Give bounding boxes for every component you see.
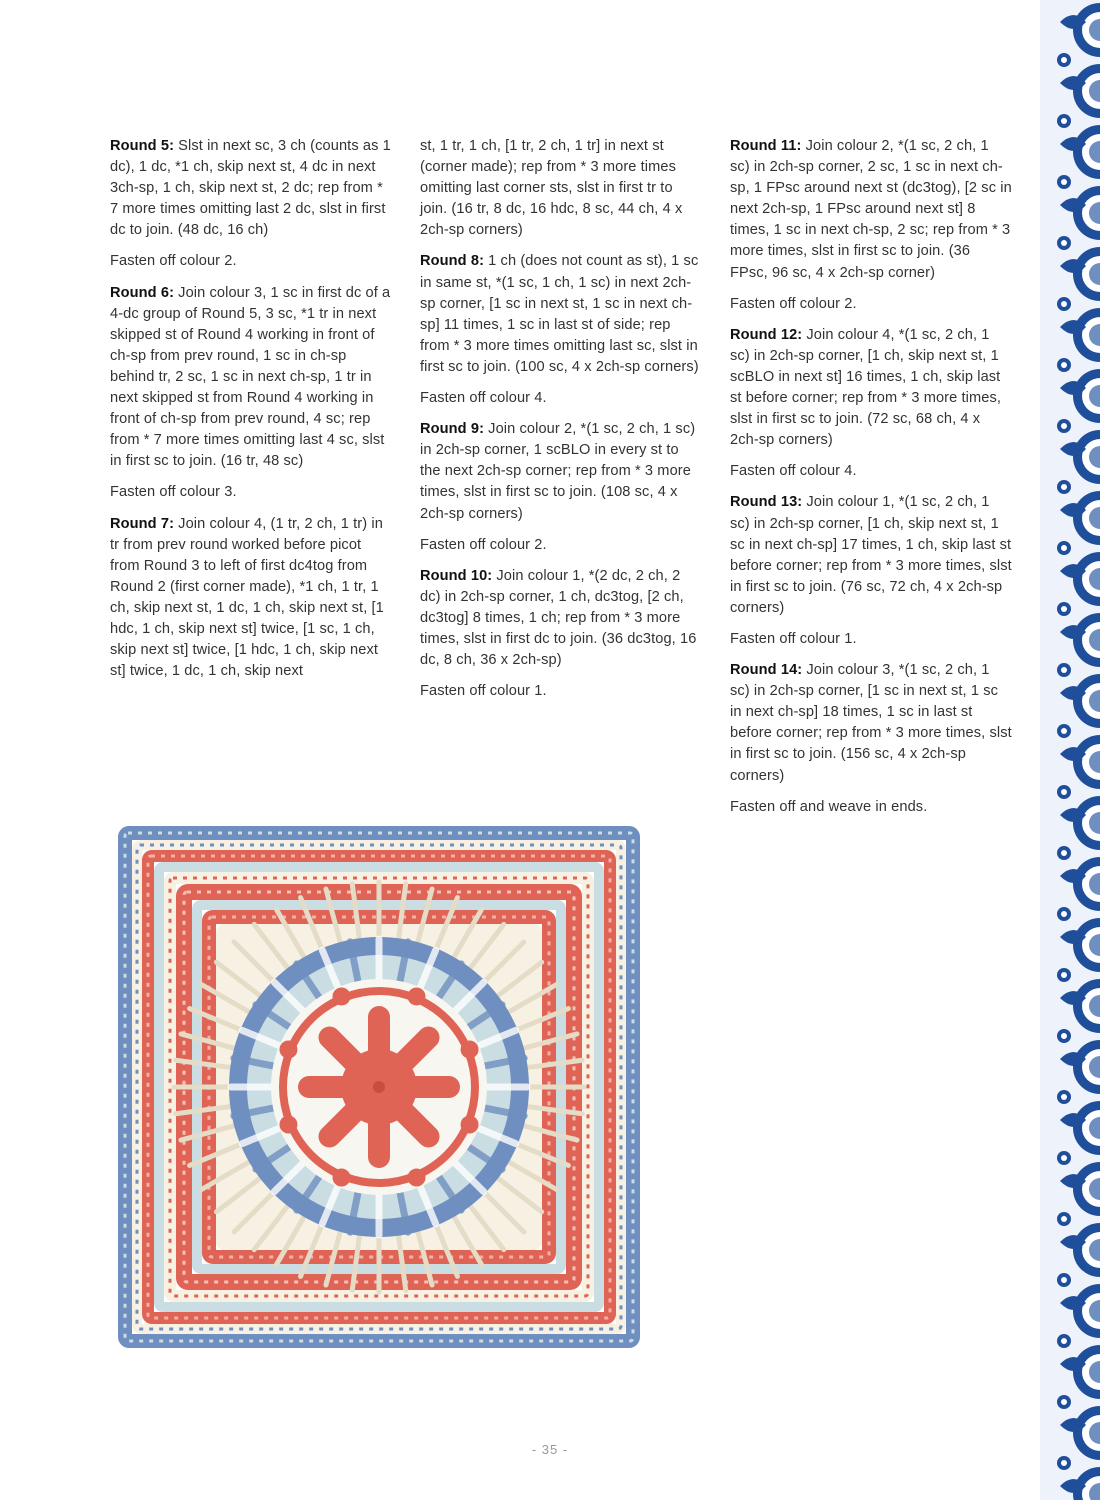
instruction-text: Fasten off colour 4. [730, 463, 857, 480]
tile-dot-center [1061, 667, 1067, 673]
coral-picot [279, 1116, 297, 1134]
round-label: Round 7: [110, 515, 175, 532]
coral-picot [408, 987, 426, 1005]
round-label: Round 8: [420, 253, 485, 270]
tile-dot-center [1061, 57, 1067, 63]
coral-picot [332, 987, 350, 1005]
instruction-text: st, 1 tr, 1 ch, [1 tr, 2 ch, 1 tr] in next st (corner made); rep from * 3 more times omitting last corner sts, slst in first tr to join. (16 tr, 8 dc, 16 hdc, 8 sc, 44 ch, 4 x 2ch-sp corners) [420, 138, 683, 239]
instruction-text: Fasten off colour 2. [730, 295, 857, 312]
instructions-column-1 [110, 136, 392, 692]
tile-dot-center [1061, 911, 1067, 917]
instruction-paragraph [420, 251, 702, 378]
tile-dot-center [1061, 789, 1067, 795]
instruction-text: Fasten off colour 1. [730, 630, 857, 647]
tile-dot-center [1061, 423, 1067, 429]
instruction-paragraph [730, 461, 1012, 482]
page-number: - 35 - [531, 1442, 569, 1457]
tile-dot-center [1061, 545, 1067, 551]
tile-dot-center [1061, 1277, 1067, 1283]
center-ring [373, 1081, 385, 1093]
instructions-column-3 [730, 136, 1012, 828]
tile-dot-center [1061, 118, 1067, 124]
tile-dot-center [1061, 484, 1067, 490]
decorative-tile-border [1040, 0, 1100, 1500]
instruction-paragraph [420, 388, 702, 409]
instruction-text: Join colour 1, *(2 dc, 2 ch, 2 dc) in 2ch-sp corner, 1 ch, dc3tog, [2 ch, dc3tog] 8 times, 1 ch; rep from * 3 more times, slst in first dc to join. (36 dc3tog, 16 dc, 8 ch, 36 x 2ch-sp) [420, 567, 697, 669]
instruction-paragraph [420, 136, 702, 241]
instruction-text: 1 ch (does not count as st), 1 sc in same st, *(1 sc, 1 ch, 1 sc) in next 2ch-sp corner, [1 sc in next st, 1 sc in next ch-sp] 11 times, 1 sc in last st of side; rep from * 3 more times omitting last sc, slst in first sc to join. (100 sc, 4 x 2ch-sp corners) [420, 253, 699, 375]
round-label: Round 9: [420, 421, 485, 438]
round-label: Round 13: [730, 494, 803, 511]
instruction-text: Join colour 1, *(1 sc, 2 ch, 1 sc) in 2ch-sp corner, [1 ch, skip next st, 1 sc in next ch-sp] 17 times, 1 ch, skip last st before corner; rep from * 3 more times, slst in first sc to join. (76 sc, 72 ch, 4 x 2ch-sp corners) [730, 494, 1012, 616]
tile-dot-center [1061, 301, 1067, 307]
instruction-paragraph [420, 535, 702, 556]
instruction-paragraph [730, 797, 1012, 818]
round-label: Round 5: [110, 138, 175, 154]
instruction-paragraph [110, 251, 392, 272]
instruction-text: Join colour 3, *(1 sc, 2 ch, 1 sc) in 2ch-sp corner, [1 sc in next st, 1 sc in next ch-sp] 18 times, 1 sc in last st before corner; rep from * 3 more times, slst in first sc to join. (156 sc, 4 x 2ch-sp corners) [730, 662, 1012, 784]
tile-dot-center [1061, 179, 1067, 185]
instruction-text: Fasten off colour 2. [420, 536, 547, 553]
instruction-paragraph [110, 482, 392, 503]
tile-dot-center [1061, 1216, 1067, 1222]
instruction-paragraph [730, 325, 1012, 452]
instruction-text: Join colour 3, 1 sc in first dc of a 4-dc group of Round 5, 3 sc, *1 tr in next skipped st of Round 4 working in front of ch-sp from prev round, 1 sc in ch-sp behind tr, 2 sc, 1 sc in next ch-sp, 1 tr in next skipped st from Round 4 working in front of ch-sp from prev round, 4 sc; rep from * 7 more times omitting last 4 sc, slst in first sc to join. (16 tr, 48 sc) [110, 284, 391, 470]
round-label: Round 11: [730, 138, 802, 154]
instruction-text: Fasten off colour 4. [420, 390, 547, 407]
coral-picot [461, 1116, 479, 1134]
tile-dot-center [1061, 1460, 1067, 1466]
instruction-text: Join colour 2, *(1 sc, 2 ch, 1 sc) in 2ch-sp corner, 2 sc, 1 sc in next ch-sp, 1 FPsc around next st (dc3tog), [2 sc in next 2ch-sp, 1 FPsc around next st] 8 times, 1 sc in next ch-sp, 2 sc; rep from * 3 more times, slst in first sc to join. (36 FPsc, 96 sc, 4 x 2ch-sp corner) [730, 138, 1012, 281]
crochet-square-photo [118, 826, 640, 1348]
round-label: Round 14: [730, 662, 803, 679]
instruction-paragraph [730, 492, 1012, 619]
instruction-text: Fasten off and weave in ends. [730, 798, 928, 815]
round-label: Round 12: [730, 326, 803, 343]
instructions-column-2 [420, 136, 702, 712]
tile-dot-center [1061, 728, 1067, 734]
instruction-text: Slst in next sc, 3 ch (counts as 1 dc), 1 dc, *1 ch, skip next st, 4 dc in next 3ch-sp, 1 ch, skip next st, 2 dc; rep from * 7 more times omitting last 2 dc, slst in first dc to join. (48 dc, 16 ch) [110, 138, 391, 239]
instruction-paragraph [110, 514, 392, 683]
instruction-paragraph [730, 629, 1012, 650]
instruction-text: Fasten off colour 3. [110, 484, 237, 501]
tile-dot-center [1061, 1033, 1067, 1039]
instruction-paragraph [110, 283, 392, 473]
instruction-text: Fasten off colour 2. [110, 253, 237, 270]
instruction-text: Join colour 2, *(1 sc, 2 ch, 1 sc) in 2ch-sp corner, 1 scBLO in every st to the next 2ch-sp corner; rep from * 3 more times, slst in first sc to join. (108 sc, 4 x 2ch-sp corners) [420, 421, 696, 522]
instruction-paragraph [730, 136, 1012, 284]
instruction-paragraph [730, 294, 1012, 315]
coral-picot [279, 1040, 297, 1058]
coral-picot [332, 1169, 350, 1187]
instruction-text: Join colour 4, (1 tr, 2 ch, 1 tr) in tr from prev round worked before picot from Round 3 to left of first dc4tog from Round 2 (first corner made), *1 ch, 1 tr, 1 ch, skip next st, 1 dc, 1 ch, skip next st, [1 hdc, 1 ch, skip next st] twice, [1 sc, 1 ch, skip next st] twice, [1 hdc, 1 ch, skip next st] twice, 1 dc, 1 ch, skip next [110, 515, 384, 680]
tile-dot-center [1061, 972, 1067, 978]
instruction-paragraph [110, 136, 392, 241]
instruction-text: Fasten off colour 1. [420, 683, 547, 700]
round-label: Round 10: [420, 567, 493, 584]
coral-picot [461, 1040, 479, 1058]
instruction-paragraph [420, 681, 702, 702]
instruction-paragraph [420, 566, 702, 671]
tile-dot-center [1061, 606, 1067, 612]
tile-dot-center [1061, 1094, 1067, 1100]
instruction-text: Join colour 4, *(1 sc, 2 ch, 1 sc) in 2ch-sp corner, [1 ch, skip next st, 1 scBLO in next st] 16 times, 1 ch, skip last st before corner; rep from * 3 more times, slst in first sc to join. (72 sc, 68 ch, 4 x 2ch-sp corners) [730, 326, 1002, 449]
tile-dot-center [1061, 850, 1067, 856]
instruction-paragraph [420, 419, 702, 524]
tile-dot-center [1061, 240, 1067, 246]
round-label: Round 6: [110, 284, 175, 301]
tile-dot-center [1061, 1399, 1067, 1405]
tile-dot-center [1061, 362, 1067, 368]
instruction-paragraph [730, 660, 1012, 787]
coral-picot [408, 1169, 426, 1187]
tile-dot-center [1061, 1338, 1067, 1344]
tile-dot-center [1061, 1155, 1067, 1161]
